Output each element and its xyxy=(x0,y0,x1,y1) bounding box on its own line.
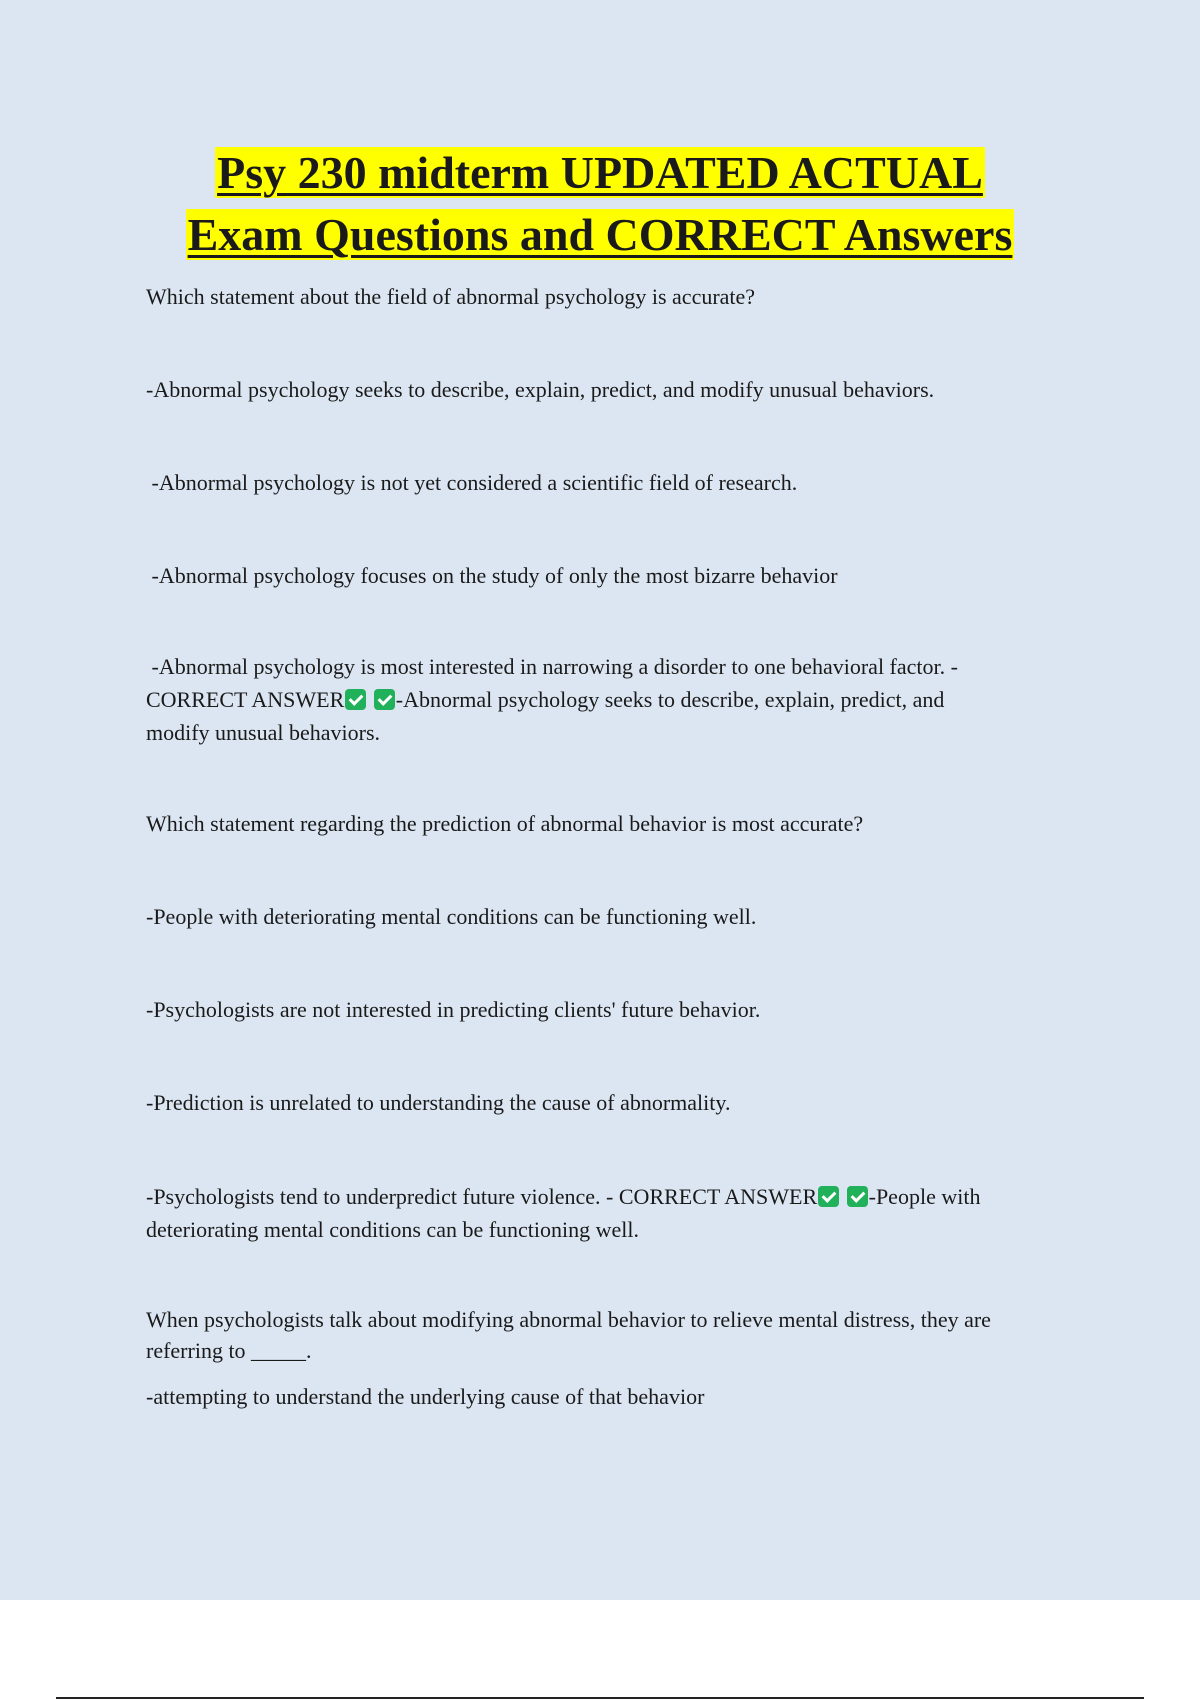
q2-answer-text: -People with xyxy=(868,1184,981,1209)
footer-divider xyxy=(56,1697,1144,1699)
q2-option-b: -Psychologists are not interested in predicting clients' future behavior. xyxy=(146,997,761,1022)
check-box-icon xyxy=(374,689,395,710)
q2-question: Which statement regarding the prediction of abnormal behavior is most accurate? xyxy=(146,811,864,836)
title-line-1: Psy 230 midterm UPDATED ACTUAL xyxy=(217,147,983,198)
q3-option-a: -attempting to understand the underlying cause of that behavior xyxy=(146,1384,705,1409)
check-box-icon xyxy=(345,689,366,710)
q1-answer-text: -Abnormal psychology seeks to describe, explain, predict, and xyxy=(395,687,945,712)
q3-question: When psychologists talk about modifying abnormal behavior to relieve mental distress, they are xyxy=(146,1307,991,1332)
q2-answer-continued: deteriorating mental conditions can be functioning well. xyxy=(146,1217,640,1242)
document-title xyxy=(0,142,1200,266)
title-line-2: Exam Questions and CORRECT Answers xyxy=(187,209,1013,260)
check-box-icon xyxy=(847,1186,868,1207)
q1-answer-continued: modify unusual behaviors. xyxy=(146,720,381,745)
q1-option-d: -Abnormal psychology is most interested in narrowing a disorder to one behavioral factor. - xyxy=(146,654,958,679)
q2-option-d: -Psychologists tend to underpredict future violence. - CORRECT ANSWER xyxy=(146,1184,818,1209)
q1-option-c: -Abnormal psychology focuses on the study of only the most bizarre behavior xyxy=(146,563,838,588)
check-box-icon xyxy=(818,1186,839,1207)
q1-question: Which statement about the field of abnormal psychology is accurate? xyxy=(146,284,756,309)
q2-answer-line xyxy=(146,1180,1086,1213)
q2-option-a: -People with deteriorating mental conditions can be functioning well. xyxy=(146,904,757,929)
q1-option-b: -Abnormal psychology is not yet considered a scientific field of research. xyxy=(146,470,798,495)
q3-question-continued: referring to _____. xyxy=(146,1338,312,1363)
q1-option-a: -Abnormal psychology seeks to describe, explain, predict, and modify unusual behaviors. xyxy=(146,377,935,402)
q1-answer-line xyxy=(146,683,1086,716)
q1-answer-label: CORRECT ANSWER xyxy=(146,687,345,712)
q2-option-c: -Prediction is unrelated to understanding the cause of abnormality. xyxy=(146,1090,731,1115)
